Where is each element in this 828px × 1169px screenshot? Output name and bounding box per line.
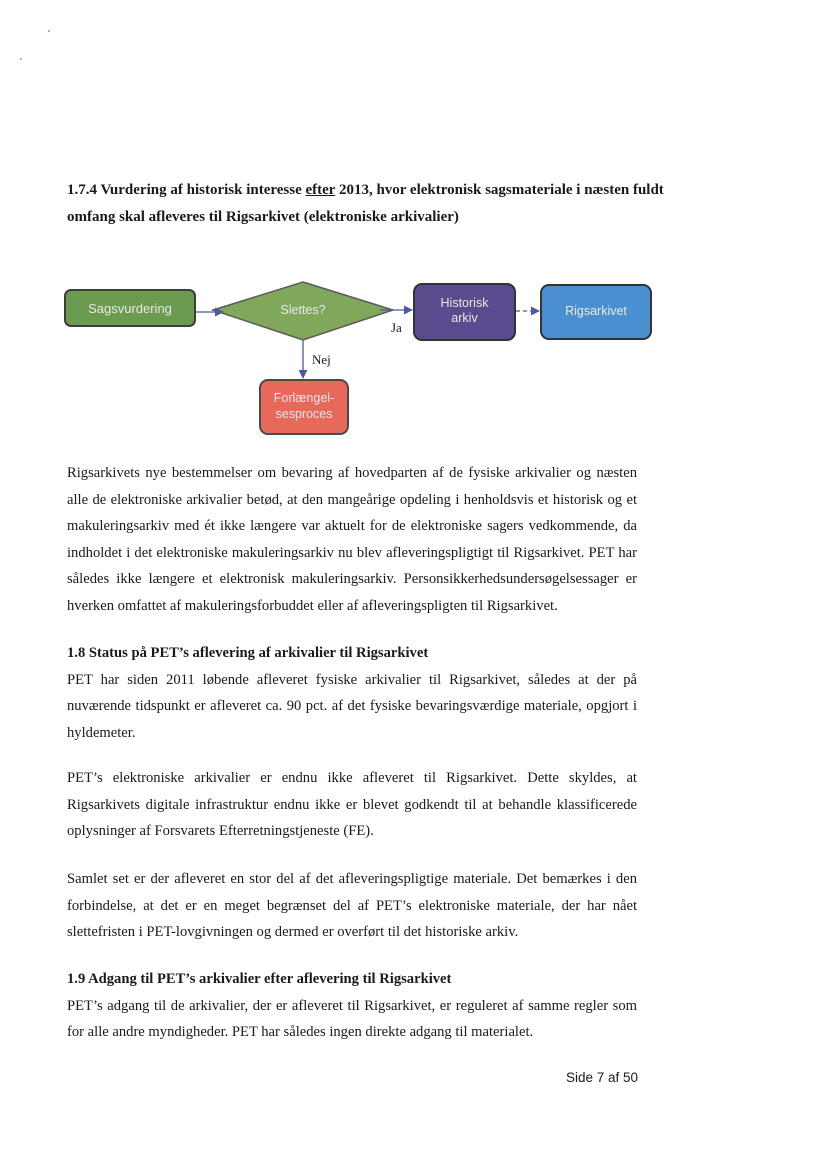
page-number: Side 7 af 50	[566, 1070, 639, 1085]
heading-text: 2013, hvor elektronisk sagsmateriale i næsten fuldt omfang skal afleveres til Rigsarkivet (elektroniske arkivalier)	[67, 182, 664, 225]
paragraph-bevaring: Rigsarkivets nye bestemmelser om bevaring af hovedparten af de fysiske arkivalier og næsten alle de elektroniske arkivalier betød, at den mangeårige opdeling i henholdsvis et historisk og et makuleringsarkiv med ét ikke længere var aktuelt for de elektroniske sagers vedkommende, da indholdet i det elektroniske makuleringsarkiv nu blev afleveringspligtigt til Rigsarkivet. PET har således ikke længere et elektronisk makuleringsarkiv. Personsikkerhedsundersøgelsessager er hverken omfattet af makuleringsforbuddet eller af afleveringspligten til Rigsarkivet.	[67, 465, 637, 614]
archive-flowchart	[60, 278, 660, 442]
section-heading-1-8: 1.8 Status på PET’s aflevering af arkivalier til Rigsarkivet	[67, 645, 429, 661]
forlaengelse-label-line1: Forlængel-	[273, 391, 335, 405]
heading-underlined-word: efter	[305, 182, 336, 198]
rigsarkivet-label: Rigsarkivet	[565, 304, 627, 318]
heading-text: 1.7.4 Vurdering af historisk interesse	[67, 182, 306, 198]
slettes-label: Slettes?	[280, 303, 326, 317]
edge-label-nej: Nej	[312, 352, 331, 367]
section-heading-1-7-4	[67, 177, 667, 231]
paragraph-elektroniske: PET’s elektroniske arkivalier er endnu ikke afleveret til Rigsarkivet. Dette skyldes, at Rigsarkivets digitale infrastruktur endnu ikke er blevet godkendt til at behandle klassificerede oplysninger af Forsvarets Efterretningstjeneste (FE).	[67, 770, 637, 839]
historisk-arkiv-label-line1: Historisk	[440, 296, 489, 310]
historisk-arkiv-label-line2: arkiv	[451, 311, 478, 325]
sagsvurdering-label: Sagsvurdering	[88, 301, 172, 316]
paragraph-adgang: PET’s adgang til de arkivalier, der er afleveret til Rigsarkivet, er reguleret af samme regler som for alle andre myndigheder. PET har således ingen direkte adgang til materialet.	[67, 997, 637, 1040]
paragraph-samlet: Samlet set er der afleveret en stor del af det afleveringspligtige materiale. Det bemærkes i den forbindelse, at det er en meget begrænset del af PET’s elektroniske materiale, der har nået slettefristen i PET-lovgivningen og dermed er overført til det historiske arkiv.	[67, 871, 637, 940]
section-1-8	[67, 640, 637, 746]
scan-speck	[48, 30, 50, 32]
paragraph-status: PET har siden 2011 løbende afleveret fysiske arkivalier til Rigsarkivet, således at der på nuværende tidspunkt er afleveret ca. 90 pct. af det fysiske bevaringsværdige materiale, opgjort i hyldemeter.	[67, 671, 637, 741]
edge-label-ja: Ja	[391, 320, 402, 335]
section-heading-1-9: 1.9 Adgang til PET’s arkivalier efter aflevering til Rigsarkivet	[67, 971, 452, 987]
section-1-9	[67, 966, 637, 1046]
scan-speck	[20, 58, 22, 60]
forlaengelse-label-line2: sesproces	[275, 407, 333, 421]
